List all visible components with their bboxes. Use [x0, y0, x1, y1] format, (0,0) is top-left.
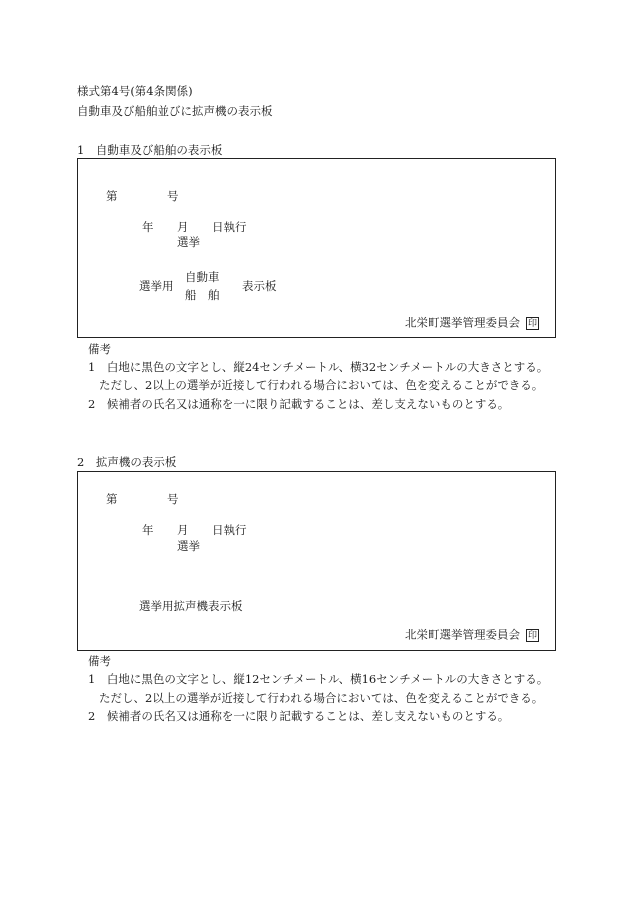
section1-ship: 船 舶	[185, 288, 220, 302]
section1-day-exec: 日執行	[212, 220, 247, 234]
section1-issuer: 北栄町選挙管理委員会	[405, 315, 520, 330]
section2-day-exec: 日執行	[212, 523, 247, 537]
section2-issuer-line	[405, 629, 539, 642]
form-number: 様式第4号(第4条関係)	[77, 84, 193, 98]
section1-month: 月	[177, 220, 189, 234]
section2-heading: 2 拡声機の表示板	[77, 455, 177, 469]
section1-prefix: 選挙用	[139, 279, 174, 293]
section1-suffix: 表示板	[242, 279, 277, 293]
section2-board-label: 選挙用拡声機表示板	[139, 599, 243, 613]
section2-year: 年	[142, 523, 154, 537]
section2-sign-box	[77, 471, 556, 651]
section1-remark-1: 1 白地に黒色の文字とし、縦24センチメートル、横32センチメートルの大きさとする。	[88, 360, 549, 374]
section2-remark-1: 1 白地に黒色の文字とし、縦12センチメートル、横16センチメートルの大きさとする。	[88, 672, 549, 686]
section2-month: 月	[177, 523, 189, 537]
section2-election: 選挙	[177, 539, 200, 553]
section1-seal-mark: 印	[527, 319, 537, 329]
section1-issuer-line	[405, 317, 539, 330]
section1-remarks-title: 備考	[88, 342, 111, 356]
section2-no-suffix: 号	[167, 492, 179, 506]
section2-seal-mark: 印	[527, 631, 537, 641]
section1-year: 年	[142, 220, 154, 234]
section1-no-suffix: 号	[167, 189, 179, 203]
section2-issuer: 北栄町選挙管理委員会	[405, 627, 520, 642]
section2-no-label: 第	[106, 492, 118, 506]
section1-remark-1-cont: ただし、2以上の選挙が近接して行われる場合においては、色を変えることができる。	[99, 378, 544, 392]
section1-no-label: 第	[106, 189, 118, 203]
section2-remarks-title: 備考	[88, 654, 111, 668]
form-title: 自動車及び船舶並びに拡声機の表示板	[77, 104, 273, 118]
section2-remark-1-cont: ただし、2以上の選挙が近接して行われる場合においては、色を変えることができる。	[99, 691, 544, 705]
section1-remark-2: 2 候補者の氏名又は通称を一に限り記載することは、差し支えないものとする。	[88, 397, 510, 411]
section1-vehicle: 自動車	[185, 270, 220, 284]
section2-remark-2: 2 候補者の氏名又は通称を一に限り記載することは、差し支えないものとする。	[88, 709, 510, 723]
section1-election: 選挙	[177, 235, 200, 249]
section1-sign-box	[77, 158, 556, 338]
section1-heading: 1 自動車及び船舶の表示板	[77, 143, 223, 157]
